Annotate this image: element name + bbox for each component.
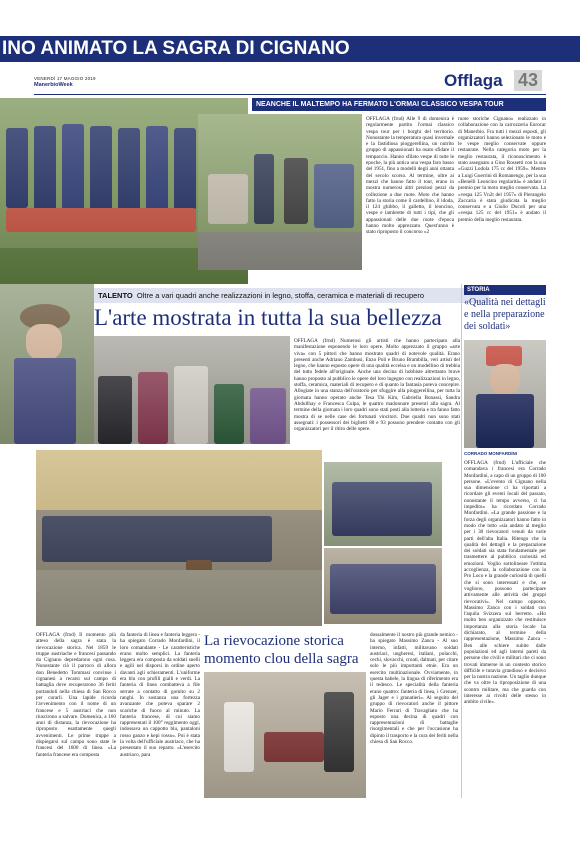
photo-soldiers-small-2 bbox=[324, 548, 442, 624]
photo-artists-group bbox=[94, 336, 290, 444]
photo-wounded-scene bbox=[204, 672, 366, 798]
storia-body: OFFLAGA (frnd) L'ufficiale che comandava i francesi era Corrado Monfardini, a capo di un gruppo di 100 persone. «L'evento di Cignano nella sua dimensione ci ha riportati a ricordare gli eventi locali del passato, nonostante il tempo avverso, ci ha impedito» ha ricordato Corrado Monfardini. «La grande passione e la forza degli organizzatori hanno fatto in modo che tutto «sia andato al meglio per i 30 rievocatori venuti da varie parti dell'alta Italia. Ritengo che la qualità dei dettagli e la preparazione dei soldati sia stata fondamentale per trasmettere al pubblico curiosità ed emozioni. Voglio sottolineare l'ottima accoglienza, la collaborazione con la Pro Loco e la grande curiosità di quelli che si sono interessati e che, se vogliono, possono partecipare attivamente alle attività dei gruppi rievocativi». Nel campo opposto, Massimo Zanca con i soldati con l'aquila Svizzera sul berretto. «Ho molto ben organizzato che restituisce importanza alla storia locale ha dichiarato, al termine della rappresentazione, Massimo Zanca - Ben alle schiere subite dalle popolazioni ed agli interni pareti da persone che civili e militari che ci sono trovati immerse in un contesto storico difficile e tutavia grandioso e decisivo per la nostra nazione. Un taglio dunque che va oltre la riproposizione di una scontro militare, ma che guarda con interesse ai rivolti delle stesso in ambito civile». bbox=[464, 460, 546, 706]
issue-date: VENERDÌ 17 MAGGIO 2019 bbox=[34, 76, 96, 81]
section-title: Offlaga bbox=[444, 71, 503, 90]
newspaper-brand: ManerbioWeek bbox=[34, 82, 73, 88]
article-vespa-col1: OFFLAGA (frnd) Alle 9 di domenica è regolarmente partito l'ormai classico vespa tour per i borghi del territorio. Nonostante la temperatura quasi invernale e la fastidiosa pioggerellina, un nutrito gruppo di appassionati ha osato sfidare il tempaccio. Hanno sfilato vespe di tutte le epoche, la più antica una vespa faro basso del 1951, fino a modelli degli anni ottanta del secolo scorso. Al termine, oltre ai mezzi che hanno fatto il tour, erano in mostra numerosi altri preziosi pezzi da collezione a due ruote. Moto che hanno fatto la storia come il cardellino, il idoda, il 124 ghibbo, il galletto, il leoncino, vespe e lambrette di tutti i tipi, che gli appassionati delle due ruote d'epoca hanno molto apprezzato. Quest'anno è stato riproposto il concorso «2 bbox=[366, 116, 454, 236]
storia-title: «Qualità nei dettagli e nella preparazione dei soldati» bbox=[464, 297, 546, 332]
photo-soldiers-small-1 bbox=[324, 462, 442, 546]
article-reenactment-col1: OFFLAGA (frnd) Il momento più atteso della sagra è stata la rievocazione storica. Nel 1859 le truppe austriache e francesi passando da Cignano depredarono ogni cosa. Nonostante ciò il parroco di allora don Benedetto Tommasi convinse i cignanesi a recarsi sul campo di battaglia dove recuperarono 36 feriti portandoli nella chiesa di San Rocco per curarli. Una lapide ricorda l'avvenimento con il nome di un francese e 5 austriaci che non riuscirono a salvare. Domenica, a 160 anni di distanza, la rievocazione ha riproposto esattamente quegli avvenimenti. Le prime truppe a dispiegarsi sul campo sono state le francesi del 1600 di linea. «La fanteria francese era composta bbox=[36, 632, 116, 758]
photo-vespa-tour bbox=[198, 114, 362, 270]
photo-man-microphone bbox=[0, 284, 94, 444]
photo-corrado-monfardini bbox=[464, 340, 546, 448]
storia-caption: CORRADO MONFARDINI bbox=[464, 451, 517, 456]
article-art-tag: TALENTO bbox=[98, 291, 133, 300]
article-reenactment-headline: La rievocazione storica momento clou della sagra bbox=[204, 633, 359, 667]
article-kicker-vespa: NEANCHE IL MALTEMPO HA FERMATO L'ORMAI CLASSICO VESPA TOUR bbox=[252, 98, 546, 111]
article-reenactment-col2: da fanteria di linea e fanteria leggera - ha spiegato Corrado Monfardini, il loro comandante - Le caratteristiche erano molto semplici. La fanteria leggera era composta da soldati snelli e agili nel disporsi in ordine aperto davanti agli schieramenti. L'uniforme era blu con profili gialli e verdi. La fanteria di linea combatteva a file serrate a contatto di gomito su 2 ranghi. In sostanza una fortezza avanzante che poteva sparare 2 scariche di fuoco al minuto. La fanteria francese, di cui siamo rappresentati il 100° reggimento oggi, indossava un cappotto blu, pantaloni rosso ganzo e kepi rosso». Poi è stata la volta dell'ufficiale austriaco, che ha presentato il suo reparto. «L'esercito austriaco, para bbox=[120, 632, 200, 758]
article-art-body: OFFLAGA (frnd) Numerosi gli artisti che hanno partecipato alla manifestazione esponendo le loro opere. Molto apprezzato il gruppo «arte viva» con 5 pittori che hanno mostrato quadri di notevole qualità. Erano presenti anche Adriano Zambusi, Enzo Poli e Bruno Brambilla, veri artisti del legno, che hanno esposto opere di una qualità eccelsa e un modellino di trebbia del tutto fedele all'originale. Anche una decina di hobbiste altrettanto brave hanno proposto al pubblico le opere del loro ingegno con realizzazioni in legno, stoffa, ceramica, materiali di recupero e di quanto la fantasia poteva concepire. Allogiate in una stanza dell'oratorio per sfuggire alla pioggerellina, per tutta la giornata hanno operato anche Tesa Thi Kim, Gabriella Bonassi, Sandra Abdullhay e Francesca Culpa, le quattro madonnare presenti alla sagra. Al termine della giornata i loro quadri sono stati posti alla lotteria e tra fanno fatto mostra di se nelle case dei fortunati vincitori. Due quadri non sono stati assegnati: i possessori dei biglietti 80 e 93 possono prendere contatto con gli organizzatori per il ritiro delle opere. bbox=[294, 338, 460, 433]
page-banner: INO ANIMATO LA SAGRA DI CIGNANO bbox=[0, 36, 580, 62]
storia-label: STORIA bbox=[464, 285, 546, 295]
header-rule bbox=[34, 94, 546, 95]
article-art-subhead bbox=[94, 288, 489, 303]
article-art-subhead-text: Oltre a vari quadri anche realizzazioni in legno, stoffa, ceramica e materiali di recupero bbox=[136, 291, 424, 300]
page-number: 43 bbox=[514, 70, 542, 91]
article-reenactment-col3: dossalmente il nostro più grande nemico - ha spiegato Massimo Zanca - Al suo interno, infatti, militavano soldati austriaci, ungheresi, italiani, polacchi, cechi, slovacchi, croati, dalmati, per citare solo le più importanti etnie. Era un esercito multinazionale. Ovviamente, in questa babele, la lingua di riferimento era il tedesco. Le specialità della fanteria erano quattro: fanteria di linea, i Grenzer, gli Jager e i granatieri». Al seguito del gruppo di rievocatori anche il pittore Mario Ferrari di Travagliato che ha esposto una decina di quadri con rappresentazioni di battaglie risorgimentali e che per l'occasione ha dipinto il trasporto e la cura dei feriti nella chiesa di San Rocco. bbox=[370, 632, 458, 746]
article-art-headline: L'arte mostrata in tutta la sua bellezza bbox=[94, 305, 442, 330]
article-vespa-col2: ruote storiche Cignano» realizzato in collaborazione con la carrozzeria Eurocar di Manerbio. Fra tutti i mezzi esposti, gli organizzatori hanno selezionato le moto e le vespe meglio conservate oppure restaurate. Nella categoria moto per la meglio restaurata, il riconoscimento è stato assegnato a Gino Rossetti con la sua «Guzzi Lodola 175 cc del 1959». Mentre a Luigi Guerrini di Romanengo, per la sua «Benelli Leoncino regolarità» è andato il premio per la moto meglio conservata. La «vespa 125 Vn2t del 1957» di Pierangelo Zaccaria è stata giudicata la meglio conservata e a Giulio Ducoli per una «vespa 125 cc del 1951» è andato il premio della meglio restaurata. bbox=[458, 116, 546, 223]
column-divider bbox=[461, 284, 462, 798]
photo-battle-reenactment bbox=[36, 450, 322, 626]
